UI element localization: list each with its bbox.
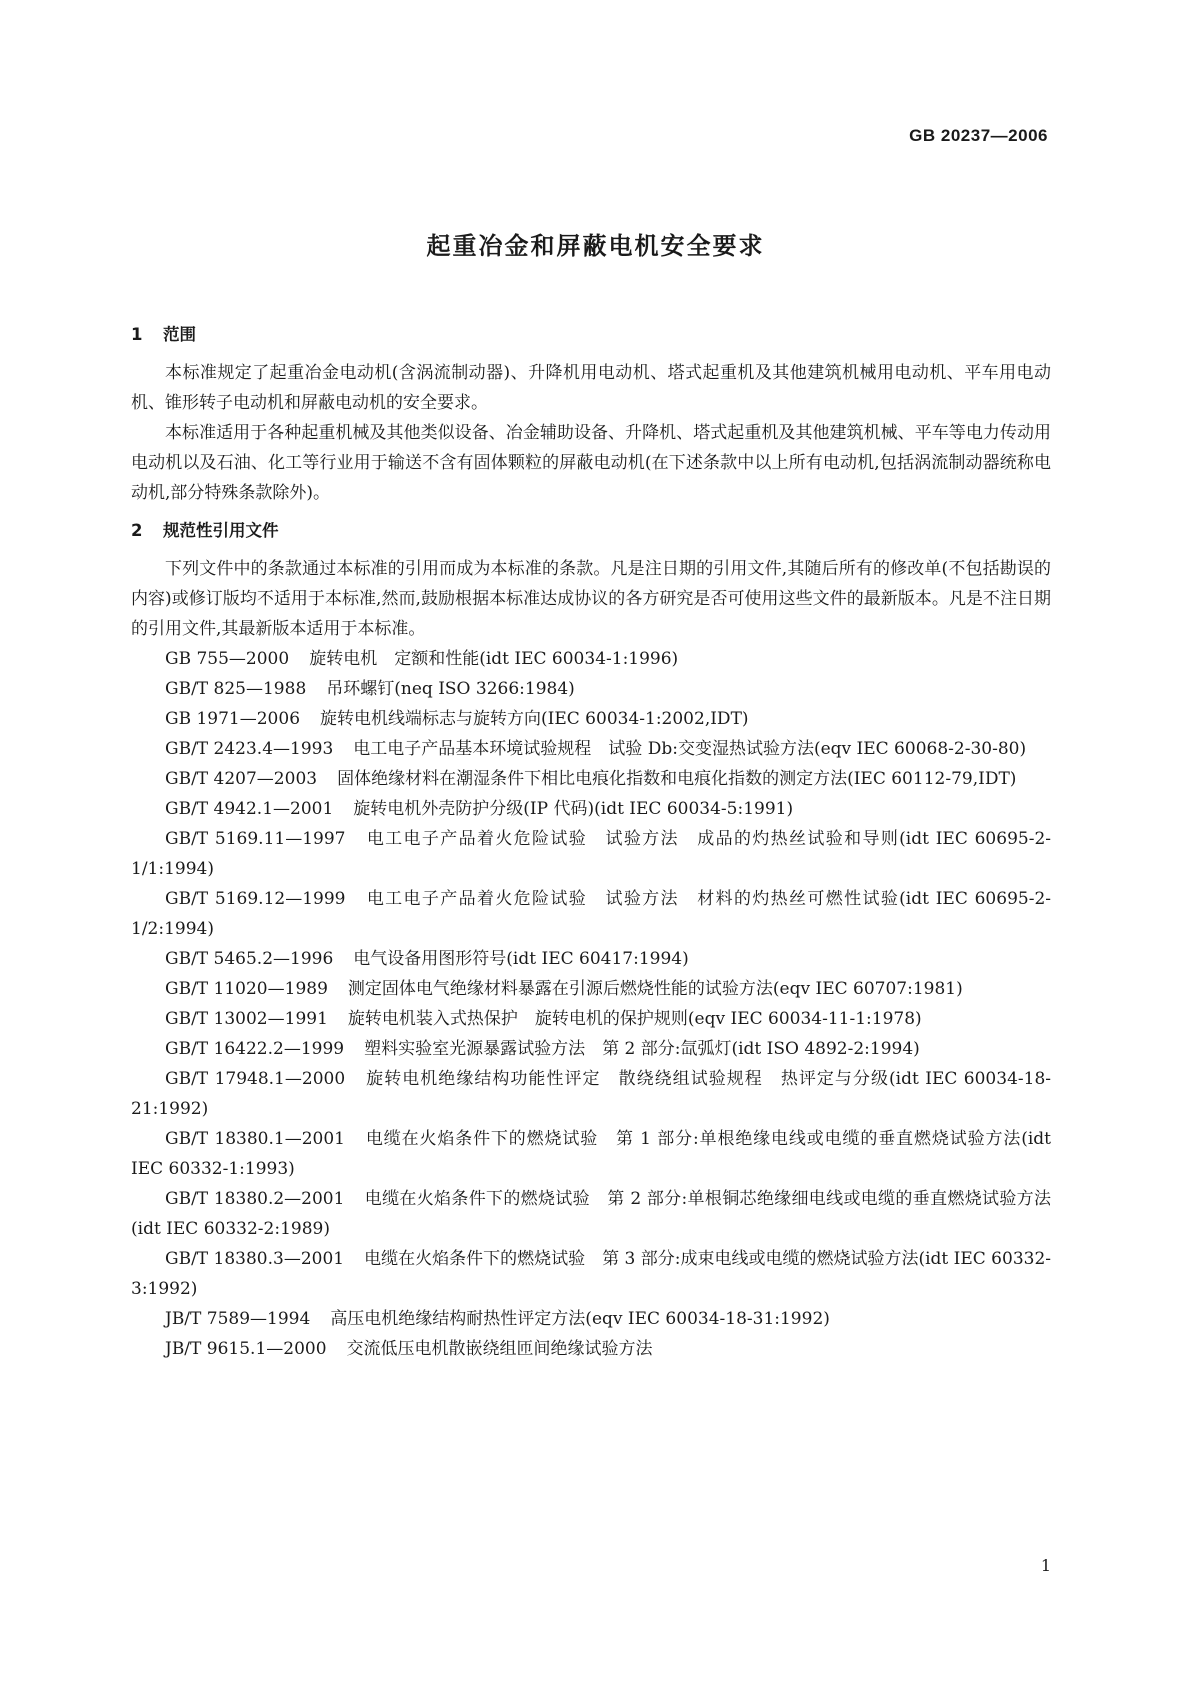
reference-text: 电工电子产品着火危险试验 试验方法 材料的灼热丝可燃性试验(idt IEC 60695-2-1/2:1994) (131, 889, 1051, 939)
reference-item (131, 1244, 1051, 1304)
reference-item (131, 1184, 1051, 1244)
reference-item (131, 644, 1051, 674)
reference-text: 旋转电机 定额和性能(idt IEC 60034-1:1996) (309, 649, 679, 669)
reference-code: GB/T 17948.1—2000 (165, 1069, 346, 1089)
reference-item (131, 1334, 1051, 1364)
reference-item (131, 824, 1051, 884)
reference-code: GB 755—2000 (165, 649, 290, 669)
reference-text: 电缆在火焰条件下的燃烧试验 第 2 部分:单根铜芯绝缘细电线或电缆的垂直燃烧试验方法(idt IEC 60332-2:1989) (131, 1189, 1051, 1239)
document-title: 起重冶金和屏蔽电机安全要求 (426, 232, 765, 260)
reference-text: 塑料实验室光源暴露试验方法 第 2 部分:氙弧灯(idt ISO 4892-2:1994) (364, 1039, 920, 1059)
reference-text: 固体绝缘材料在潮湿条件下相比电痕化指数和电痕化指数的测定方法(IEC 60112-79,IDT) (337, 769, 1017, 789)
reference-item (131, 764, 1051, 794)
section-2-number: 2 (131, 521, 143, 540)
reference-code: GB/T 18380.2—2001 (165, 1189, 345, 1209)
reference-code: JB/T 9615.1—2000 (165, 1339, 327, 1359)
reference-text: 吊环螺钉(neq ISO 3266:1984) (326, 679, 575, 699)
section-2-intro: 下列文件中的条款通过本标准的引用而成为本标准的条款。凡是注日期的引用文件,其随后所有的修改单(不包括勘误的内容)或修订版均不适用于本标准,然而,鼓励根据本标准达成协议的各方研究是否可使用这些文件的最新版本。凡是不注日期的引用文件,其最新版本适用于本标准。 (131, 559, 1051, 639)
page-number: 1 (1040, 1556, 1051, 1575)
section-2-heading (131, 516, 1051, 546)
reference-item (131, 704, 1051, 734)
reference-text: 旋转电机装入式热保护 旋转电机的保护规则(eqv IEC 60034-11-1:1978) (347, 1009, 922, 1029)
reference-item (131, 944, 1051, 974)
section-2-title: 规范性引用文件 (163, 521, 279, 540)
reference-text: 电工电子产品基本环境试验规程 试验 Db:交变湿热试验方法(eqv IEC 60068-2-30-80) (353, 739, 1027, 759)
reference-code: GB/T 18380.3—2001 (165, 1249, 345, 1269)
reference-item (131, 1034, 1051, 1064)
section-1-paragraph-1: 本标准规定了起重冶金电动机(含涡流制动器)、升降机用电动机、塔式起重机及其他建筑机械用电动机、平车用电动机、锥形转子电动机和屏蔽电动机的安全要求。 (131, 363, 1051, 413)
reference-text: 电气设备用图形符号(idt IEC 60417:1994) (353, 949, 689, 969)
reference-code: GB/T 5169.12—1999 (165, 889, 346, 909)
reference-item (131, 1004, 1051, 1034)
reference-code: GB/T 2423.4—1993 (165, 739, 334, 759)
reference-code: GB 1971—2006 (165, 709, 301, 729)
reference-code: GB/T 11020—1989 (165, 979, 328, 999)
reference-code: GB/T 825—1988 (165, 679, 307, 699)
reference-code: GB/T 4207—2003 (165, 769, 318, 789)
reference-item (131, 734, 1051, 764)
reference-code: GB/T 13002—1991 (165, 1009, 328, 1029)
reference-item (131, 884, 1051, 944)
reference-item (131, 674, 1051, 704)
reference-code: GB/T 5465.2—1996 (165, 949, 334, 969)
reference-text: 电缆在火焰条件下的燃烧试验 第 3 部分:成束电线或电缆的燃烧试验方法(idt IEC 60332-3:1992) (131, 1249, 1052, 1299)
reference-item (131, 1304, 1051, 1334)
document-body (131, 320, 1051, 1364)
reference-text: 测定固体电气绝缘材料暴露在引源后燃烧性能的试验方法(eqv IEC 60707:1981) (347, 979, 963, 999)
reference-text: 交流低压电机散嵌绕组匝间绝缘试验方法 (346, 1339, 653, 1359)
section-1-number: 1 (131, 325, 143, 344)
reference-text: 高压电机绝缘结构耐热性评定方法(eqv IEC 60034-18-31:1992) (330, 1309, 830, 1329)
reference-item (131, 1124, 1051, 1184)
section-1-paragraph-2: 本标准适用于各种起重机械及其他类似设备、冶金辅助设备、升降机、塔式起重机及其他建筑机械、平车等电力传动用电动机以及石油、化工等行业用于输送不含有固体颗粒的屏蔽电动机(在下述条款中以上所有电动机,包括涡流制动器统称电动机,部分特殊条款除外)。 (131, 423, 1051, 503)
standard-code: GB 20237—2006 (909, 126, 1048, 145)
reference-list (131, 644, 1051, 1364)
section-1-heading (131, 320, 1051, 350)
reference-code: JB/T 7589—1994 (165, 1309, 311, 1329)
reference-code: GB/T 5169.11—1997 (165, 829, 346, 849)
reference-code: GB/T 18380.1—2001 (165, 1129, 345, 1149)
section-1-title: 范围 (163, 325, 196, 344)
reference-text: 电缆在火焰条件下的燃烧试验 第 1 部分:单根绝缘电线或电缆的垂直燃烧试验方法(idt IEC 60332-1:1993) (131, 1129, 1051, 1179)
reference-text: 旋转电机绝缘结构功能性评定 散绕绕组试验规程 热评定与分级(idt IEC 60034-18-21:1992) (131, 1069, 1052, 1119)
reference-code: GB/T 16422.2—1999 (165, 1039, 345, 1059)
reference-code: GB/T 4942.1—2001 (165, 799, 334, 819)
reference-text: 旋转电机线端标志与旋转方向(IEC 60034-1:2002,IDT) (320, 709, 749, 729)
reference-item (131, 1064, 1051, 1124)
reference-item (131, 974, 1051, 1004)
reference-item (131, 794, 1051, 824)
reference-text: 电工电子产品着火危险试验 试验方法 成品的灼热丝试验和导则(idt IEC 60695-2-1/1:1994) (131, 829, 1051, 879)
reference-text: 旋转电机外壳防护分级(IP 代码)(idt IEC 60034-5:1991) (353, 799, 794, 819)
